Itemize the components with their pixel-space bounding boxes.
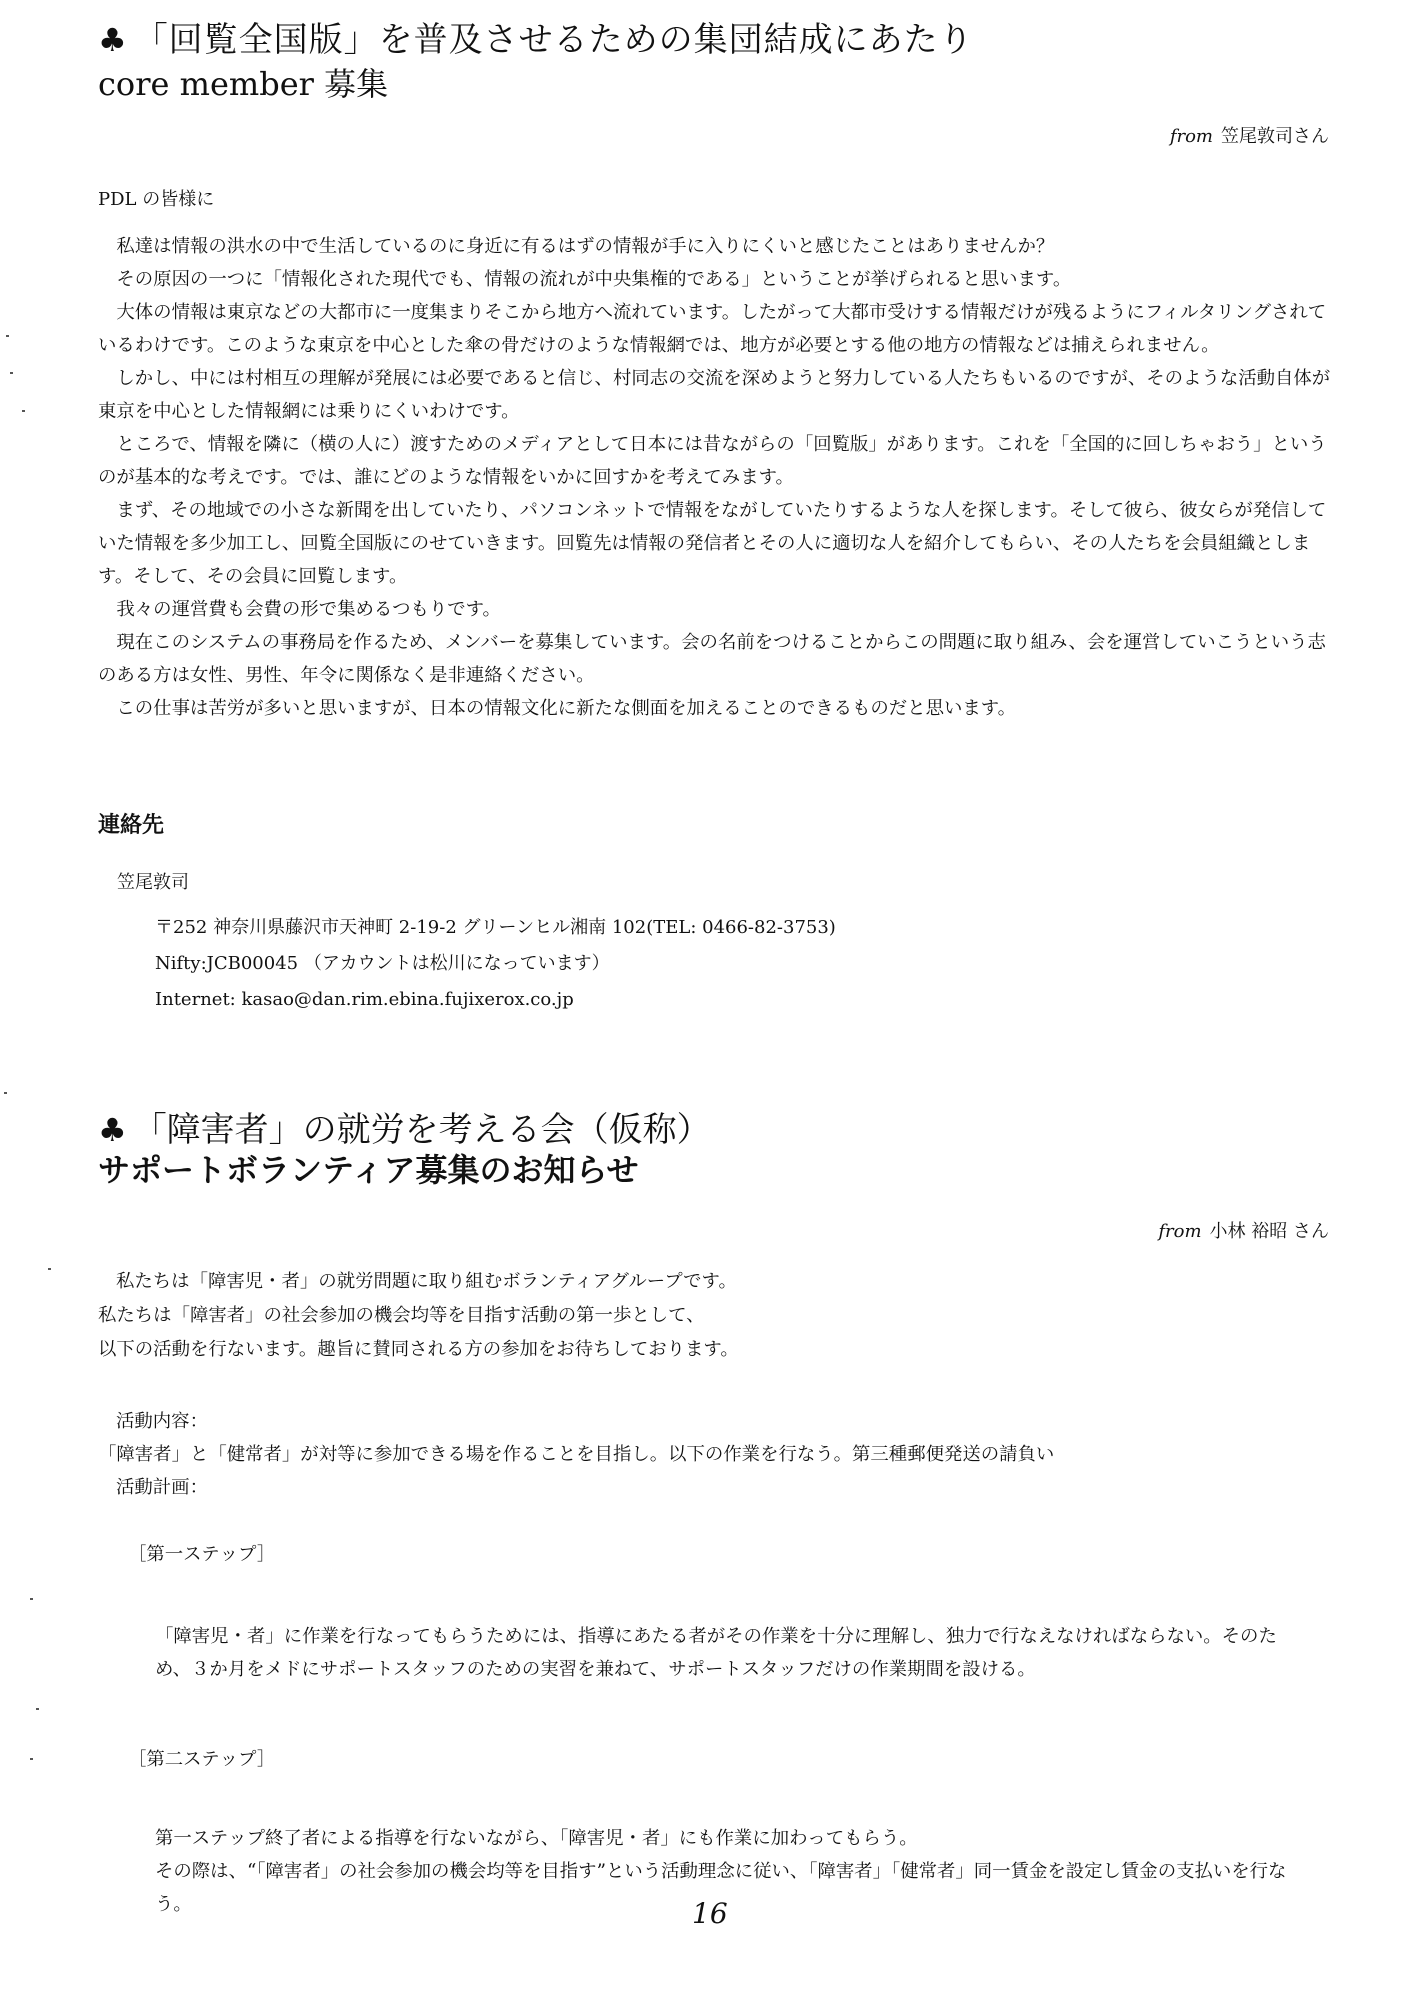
section1-title-text: 「回覧全国版」を普及させるための集団結成にあたり bbox=[133, 20, 974, 60]
step2-line: 第一ステップ終了者による指導を行ないながら、「障害児・者」にも作業に加わってもらう。 bbox=[155, 1828, 918, 1849]
club-suit-icon: ♣ bbox=[98, 21, 128, 59]
scan-speck bbox=[36, 1708, 39, 1710]
paragraph: 我々の運営費も会費の形で集めるつもりです。 bbox=[116, 599, 501, 620]
scan-speck bbox=[30, 1598, 33, 1600]
paragraph: ところで、情報を隣に（横の人に）渡すためのメディアとして日本には昔ながらの「回覧版」があります。これを「全国的に回しちゃおう」というのが基本的な考えです。では、誰にどのような情報をいかに回すかを考えてみます。 bbox=[98, 434, 1327, 488]
step2-label: ［第二ステップ］ bbox=[128, 1749, 276, 1770]
section1-from bbox=[1170, 122, 1329, 148]
paragraph: しかし、中には村相互の理解が発展には必要であると信じ、村同志の交流を深めようと努力している人たちもいるのですが、そのような活動自体が東京を中心とした情報網には乗りにくいわけです。 bbox=[98, 368, 1331, 422]
section2-title bbox=[98, 1108, 711, 1152]
contact-address: 〒252 神奈川県藤沢市天神町 2-19-2 グリーンヒル湘南 102(TEL: 0466-82-3753) bbox=[155, 917, 836, 938]
activity-block bbox=[98, 1405, 1054, 1504]
greeting: PDL の皆様に bbox=[98, 189, 215, 210]
scan-speck bbox=[48, 1268, 51, 1270]
scan-speck bbox=[30, 1758, 33, 1760]
paragraph: その原因の一つに「情報化された現代でも、情報の流れが中央集権的である」ということが挙げられると思います。 bbox=[116, 269, 1072, 290]
scan-speck bbox=[6, 335, 9, 337]
contact-internet: Internet: kasao@dan.rim.ebina.fujixerox.co.jp bbox=[155, 989, 574, 1010]
intro-line: 私たちは「障害者」の社会参加の機会均等を目指す活動の第一歩として、 bbox=[98, 1305, 705, 1326]
section2-author: 小林 裕昭 さん bbox=[1209, 1221, 1329, 1242]
contact-details bbox=[155, 910, 836, 1018]
section1-author: 笠尾敦司さん bbox=[1221, 126, 1329, 147]
scan-speck bbox=[10, 372, 13, 374]
step2-line: その際は、“「障害者」の社会参加の機会均等を目指す”という活動理念に従い、「障害者」「健常者」同一賃金を設定し賃金の支払いを行なう。 bbox=[155, 1861, 1287, 1915]
club-suit-icon: ♣ bbox=[98, 1111, 127, 1149]
activity-label: 活動内容： bbox=[116, 1411, 208, 1432]
section2-subtitle: サポートボランティア募集のお知らせ bbox=[98, 1151, 639, 1189]
section2-from bbox=[1158, 1217, 1329, 1243]
contact-heading: 連絡先 bbox=[98, 813, 165, 838]
paragraph: この仕事は苦労が多いと思いますが、日本の情報文化に新たな側面を加えることのできるものだと思います。 bbox=[116, 698, 1017, 719]
paragraph: 私達は情報の洪水の中で生活しているのに身近に有るはずの情報が手に入りにくいと感じたことはありませんか？ bbox=[116, 236, 1055, 257]
paragraph: 現在このシステムの事務局を作るため、メンバーを募集しています。会の名前をつけることからこの問題に取り組み、会を運営していこうという志のある方は女性、男性、年令に関係なく是非連絡ください。 bbox=[98, 632, 1326, 686]
scan-speck bbox=[22, 410, 25, 412]
section2-title-text: 「障害者」の就労を考える会（仮称） bbox=[132, 1110, 711, 1150]
section2-intro bbox=[98, 1265, 739, 1367]
paragraph: 大体の情報は東京などの大都市に一度集まりそこから地方へ流れています。したがって大都市受けする情報だけが残るようにフィルタリングされているわけです。このような東京を中心とした傘の骨だけのような情報網では、地方が必要とする他の地方の情報などは捕えられません。 bbox=[98, 302, 1327, 356]
intro-line: 私たちは「障害児・者」の就労問題に取り組むボランティアグループです。 bbox=[116, 1271, 737, 1292]
section1-subtitle: core member 募集 bbox=[98, 65, 389, 103]
page-number: 16 bbox=[692, 1897, 728, 1930]
step1-text bbox=[155, 1620, 1295, 1686]
from-word: from bbox=[1169, 126, 1213, 147]
activity-text: 「障害者」と「健常者」が対等に参加できる場を作ることを目指し。以下の作業を行なう。第三種郵便発送の請負い bbox=[98, 1444, 1055, 1465]
section1-title bbox=[98, 18, 974, 62]
scan-speck bbox=[4, 1092, 7, 1094]
step1-paragraph: 「障害児・者」に作業を行なってもらうためには、指導にあたる者がその作業を十分に理解し、独力で行なえなければならない。そのため、３か月をメドにサポートスタッフのための実習を兼ねて、サポートスタッフだけの作業期間を設ける。 bbox=[155, 1626, 1277, 1680]
section1-body bbox=[98, 230, 1333, 725]
plan-label: 活動計画： bbox=[116, 1477, 208, 1498]
contact-name: 笠尾敦司 bbox=[117, 872, 189, 893]
from-word: from bbox=[1158, 1221, 1202, 1242]
contact-nifty: Nifty:JCB00045 （アカウントは松川になっています） bbox=[155, 953, 610, 974]
step1-label: ［第一ステップ］ bbox=[128, 1544, 276, 1565]
intro-line: 以下の活動を行ないます。趣旨に賛同される方の参加をお待ちしております。 bbox=[98, 1339, 739, 1360]
paragraph: まず、その地域での小さな新聞を出していたり、パソコンネットで情報をながしていたりするような人を探します。そして彼ら、彼女らが発信していた情報を多少加工し、回覧全国版にのせていきます。回覧先は情報の発信者とその人に適切な人を紹介してもらい、その人たちを会員組織とします。そして、その会員に回覧します。 bbox=[98, 500, 1327, 587]
